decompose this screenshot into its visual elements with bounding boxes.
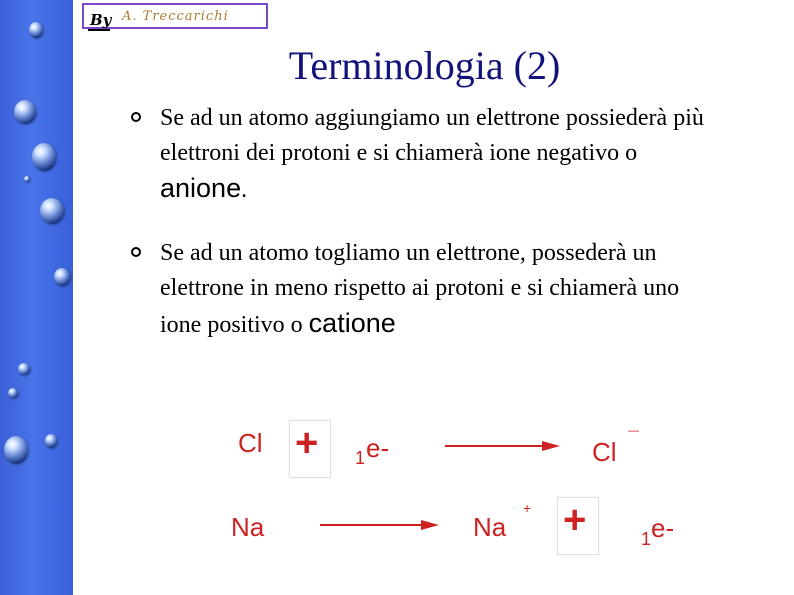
- bullet-circle-icon: [131, 112, 141, 122]
- bubble-icon: [8, 388, 18, 398]
- by-label: By: [90, 11, 112, 29]
- product-charge: +: [523, 500, 532, 516]
- bullet-1-term: anione: [160, 173, 242, 203]
- bullet-paragraph-2: [160, 236, 720, 343]
- electron-label: e-: [366, 433, 390, 463]
- electron-coefficient: 1: [641, 529, 652, 549]
- product-na: Na: [473, 512, 507, 542]
- bubble-icon: [40, 198, 64, 224]
- bubble-icon: [32, 143, 56, 171]
- electron-label: e-: [651, 513, 675, 543]
- reactant-cl: Cl: [238, 428, 263, 458]
- reaction-arrow: [320, 524, 424, 526]
- slide-title: Terminologia (2): [288, 43, 561, 88]
- product-charge: —: [628, 425, 639, 437]
- bullet-1-trailing: .: [241, 177, 248, 203]
- bubble-icon: [29, 22, 43, 38]
- author-badge: [82, 3, 268, 29]
- bullet-1-text: Se ad un atomo aggiungiamo un elettrone possiederà più elettroni dei protoni e si chiamerà ione negativo o: [160, 105, 704, 166]
- sidebar-decoration: [0, 0, 73, 595]
- plus-sign: +: [563, 498, 587, 542]
- author-name: A. Treccarichi: [122, 9, 229, 24]
- bubble-icon: [4, 436, 28, 464]
- electron-coefficient: 1: [355, 448, 366, 468]
- arrow-head-icon: [542, 441, 560, 451]
- bullet-paragraph-1: [160, 101, 720, 208]
- reaction-arrow: [445, 445, 545, 447]
- bubble-icon: [18, 363, 30, 375]
- bubble-icon: [24, 176, 30, 182]
- bubble-icon: [14, 100, 36, 124]
- product-cl: Cl: [592, 437, 617, 467]
- bullet-2-text: Se ad un atomo togliamo un elettrone, possederà un elettrone in meno rispetto ai protoni e si chiamerà uno ione positivo o: [160, 240, 680, 338]
- bubble-icon: [45, 434, 57, 448]
- by-underline: [88, 29, 110, 31]
- arrow-head-icon: [421, 520, 439, 530]
- plus-sign: +: [295, 421, 319, 465]
- reactant-na: Na: [231, 512, 265, 542]
- bullet-circle-icon: [131, 247, 141, 257]
- bubble-icon: [54, 268, 70, 286]
- bullet-2-term: catione: [308, 308, 396, 338]
